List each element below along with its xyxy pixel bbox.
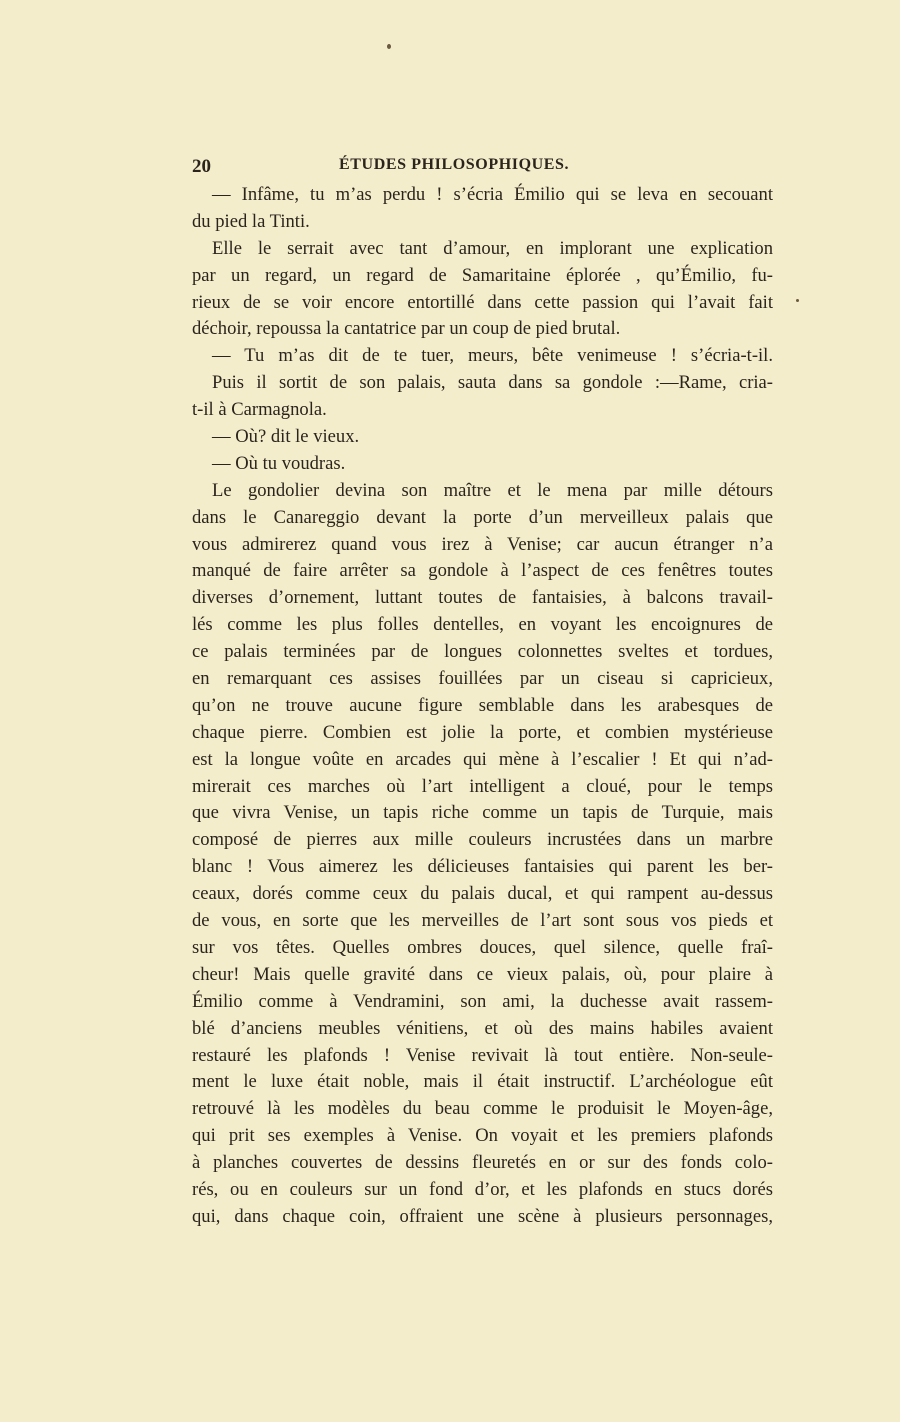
text-line: Elle le serrait avec tant d’amour, en implorant une explication — [212, 237, 773, 259]
text-line: ce palais terminées par de longues colonnettes sveltes et tordues, — [192, 641, 773, 663]
text-line: diverses d’ornement, luttant toutes de fantaisies, à balcons travail- — [192, 587, 773, 609]
text-line: blé d’anciens meubles vénitiens, et où des mains habiles avaient — [192, 1017, 773, 1039]
text-line: que vivra Venise, un tapis riche comme un tapis de Turquie, mais — [192, 802, 773, 824]
text-line: restauré les plafonds ! Venise revivait là tout entière. Non-seule- — [192, 1044, 773, 1066]
text-line: blanc ! Vous aimerez les délicieuses fantaisies qui parent les ber- — [192, 856, 773, 878]
page-number: 20 — [192, 156, 211, 177]
text-line: du pied la Tinti. — [192, 210, 310, 232]
ink-speck — [387, 44, 391, 49]
text-line: déchoir, repoussa la cantatrice par un coup de pied brutal. — [192, 318, 621, 340]
page-body-text — [192, 182, 773, 1231]
text-line: par un regard, un regard de Samaritaine éplorée , qu’Émilio, fu- — [192, 264, 773, 286]
text-line: qu’on ne trouve aucune figure semblable dans les arabesques de — [192, 694, 773, 716]
text-line: composé de pierres aux mille couleurs incrustées dans un marbre — [192, 829, 773, 851]
text-line: rés, ou en couleurs sur un fond d’or, et les plafonds en stucs dorés — [192, 1178, 773, 1200]
running-title: ÉTUDES PHILOSOPHIQUES. — [339, 156, 570, 173]
ink-speck — [796, 299, 799, 302]
text-line: est la longue voûte en arcades qui mène à l’escalier ! Et qui n’ad- — [192, 748, 773, 770]
text-line: t-il à Carmagnola. — [192, 399, 327, 421]
text-line: cheur! Mais quelle gravité dans ce vieux palais, où, pour plaire à — [192, 963, 773, 985]
running-header — [192, 156, 612, 180]
text-line: vous admirerez quand vous irez à Venise; car aucun étranger n’a — [192, 533, 773, 555]
text-line: Émilio comme à Vendramini, son ami, la duchesse avait rassem- — [192, 990, 773, 1012]
text-line: ceaux, dorés comme ceux du palais ducal, et qui rampent au-dessus — [192, 883, 773, 905]
text-line: à planches couvertes de dessins fleuretés en or sur des fonds colo- — [192, 1152, 773, 1174]
text-line: dans le Canareggio devant la porte d’un merveilleux palais que — [192, 506, 773, 528]
text-line: manqué de faire arrêter sa gondole à l’aspect de ces fenêtres toutes — [192, 560, 773, 582]
text-line: de vous, en sorte que les merveilles de l’art sont sous vos pieds et — [192, 910, 773, 932]
text-line: retrouvé là les modèles du beau comme le produisit le Moyen-âge, — [192, 1098, 773, 1120]
text-line: qui, dans chaque coin, offraient une scène à plusieurs personnages, — [192, 1205, 773, 1227]
text-line: Puis il sortit de son palais, sauta dans sa gondole :—Rame, cria- — [212, 372, 773, 394]
text-line: chaque pierre. Combien est jolie la porte, et combien mystérieuse — [192, 721, 773, 743]
text-line: — Où? dit le vieux. — [212, 426, 360, 448]
text-line: — Tu m’as dit de te tuer, meurs, bête venimeuse ! s’écria-t-il. — [212, 345, 773, 367]
text-line: mirerait ces marches où l’art intelligent a cloué, pour le temps — [192, 775, 773, 797]
text-line: — Où tu voudras. — [212, 452, 346, 474]
text-line: en remarquant ces assises fouillées par un ciseau si capricieux, — [192, 668, 773, 690]
text-line: lés comme les plus folles dentelles, en voyant les encoignures de — [192, 614, 773, 636]
text-line: rieux de se voir encore entortillé dans cette passion qui l’avait fait — [192, 291, 773, 313]
text-line: Le gondolier devina son maître et le mena par mille détours — [212, 479, 773, 501]
text-line: sur vos têtes. Quelles ombres douces, quel silence, quelle fraî- — [192, 936, 773, 958]
text-line: ment le luxe était noble, mais il était instructif. L’archéologue eût — [192, 1071, 773, 1093]
text-line: — Infâme, tu m’as perdu ! s’écria Émilio qui se leva en secouant — [212, 184, 773, 205]
text-line: qui prit ses exemples à Venise. On voyait et les premiers plafonds — [192, 1125, 773, 1147]
